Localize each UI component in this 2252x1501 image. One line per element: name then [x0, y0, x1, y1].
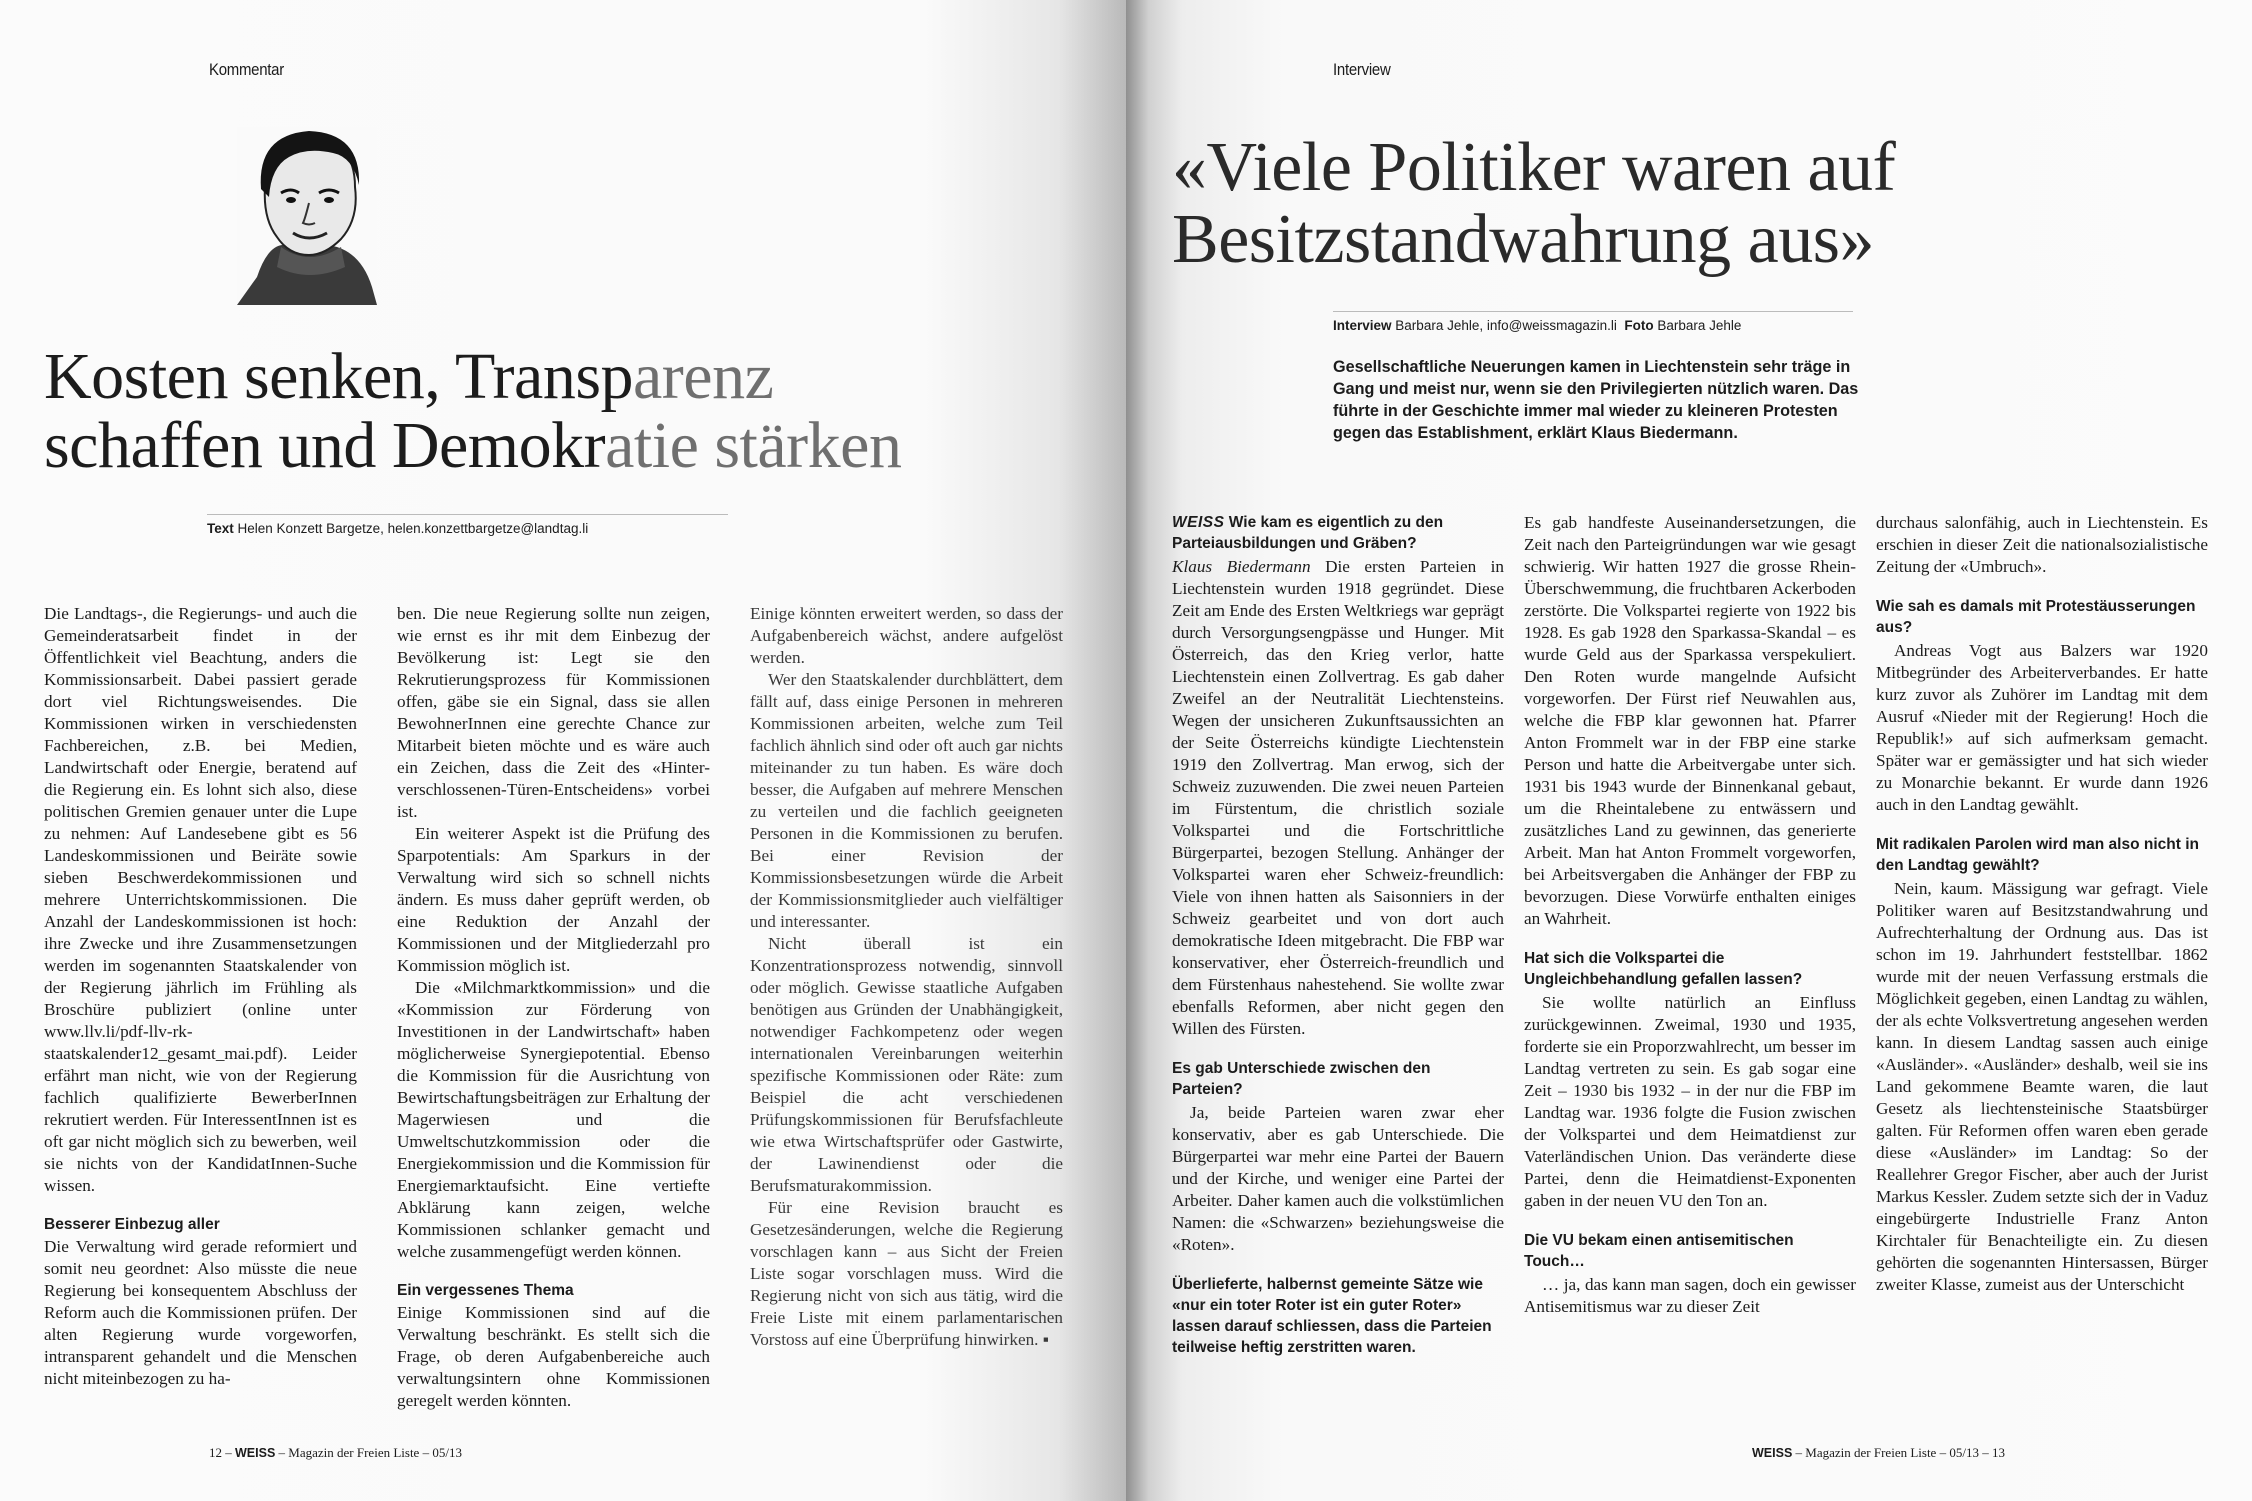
headline-line1-faded: arenz: [633, 340, 774, 413]
paragraph: Wer den Staatskalender durchblättert, dem fällt auf, dass einige Personen in mehreren Kommissionen arbeiten, welche zum Teil fachlich ähnlich sind oder oft auch gar nichts miteinander zu tun haben. Es wäre doch besser, die Aufgaben auf mehrere Menschen zu verteilen und die fachlich geeigneten Personen in die Kommissionen zu berufen. Bei einer Revision der Kommissionsbesetzungen würde die Arbeit der Kommissionsmitglieder auch vielfältiger und interessanter.: [750, 670, 1063, 931]
question: Hat sich die Volkspartei die Ungleichbehandlung gefallen lassen?: [1524, 950, 1803, 988]
question-text: Wie kam es eigentlich zu den Parteiausbildungen und Gräben?: [1172, 514, 1444, 552]
question: Mit radikalen Parolen wird man also nicht in den Landtag gewählt?: [1876, 836, 2199, 874]
answer: … ja, das kann man sagen, doch ein gewisser Antisemitismus war zu dieser Zeit: [1524, 1275, 1856, 1316]
headline-line1: «Viele Politiker waren auf: [1172, 129, 1896, 206]
paragraph: Nicht überall ist ein Konzentrationsprozess notwendig, sinnvoll oder möglich. Gewisse staatliche Aufgaben benötigen aus Gründen der Unabhängigkeit, notwendiger Fachkompetenz oder wegen internationalen Vereinbarungen weiterhin spezifische Kommissionen oder Räte: zum Beispiel die acht verschiedenen Prüfungskommissionen für Berufsfachleute wie etwa Wirtschaftsprüfer oder Gastwirte, der Lawinendienst oder die Berufsmaturakommission.: [750, 934, 1063, 1195]
answer: Die ersten Parteien in Liechtenstein wurden 1918 gegründet. Diese Zeit am Ende des Ersten Weltkriegs war geprägt durch Versorgungsengpässe und Hunger. Mit Österreich, das den Krieg verlor, hatte Liechtenstein einen Zollvertrag. Es gab daher Zweifel an der Neutralität Liechtensteins. Wegen der unsicheren Zukunftsaussichten an der Seite Österreichs kündigte Liechtenstein 1919 den Zollvertrag. Man erwog, sich der Schweiz zuzuwenden. Die zwei neuen Parteien im Fürstentum, die christlich soziale Volkspartei und die Fortschrittliche Bürgerpartei, bezogen Stellung. Anhänger der Volkspartei waren eher Schweiz-freundlich: Viele von ihnen hatten als Saisonniers in der Schweiz gearbeitet und von dort auch demokratische Ideen mitgebracht. Die FBP war konservativer, eher Österreich-freundlich und dem Fürstenhaus nahestehend. Sie wollte zwar ebenfalls Reformen, aber nicht gegen den Willen des Fürsten.: [1172, 557, 1504, 1038]
byline-author: Helen Konzett Bargetze, helen.konzettbargetze@landtag.li: [237, 521, 589, 536]
answer: Andreas Vogt aus Balzers war 1920 Mitbegründer des Arbeiterverbandes. Er hatte kurz zuvor als Zuhörer im Landtag mit dem Ausruf «Nieder mit der Regierung! Hoch die Republik!» auf sich aufmerksam gemacht. Später war er gemässigter und hat sich wieder zu Monarchie bekannt. Er wurde dann 1926 auch in den Landtag gewählt.: [1876, 641, 2208, 814]
weiss-label: WEISS: [1172, 514, 1225, 531]
question: Es gab Unterschiede zwischen den Parteien?: [1172, 1060, 1431, 1098]
folio-right: [1752, 1445, 2005, 1461]
answer: durchaus salonfähig, auch in Liechtenstein. Es erschien in dieser Zeit die nationalsozialistische Zeitung der «Umbruch».: [1876, 513, 2208, 576]
column-2: [397, 603, 710, 1412]
right-page: [1126, 0, 2252, 1501]
page-number: 13: [1991, 1445, 2005, 1460]
paragraph: ben. Die neue Regierung sollte nun zeigen, wie ernst es ihr mit dem Einbezug der Bevölkerung ist: Legt sie den Rekrutierungsprozess für Kommissionen offen, gäbe sie ein Signal, dass sie allen BewohnerInnen eine gerechte Chance zur Mitarbeit bieten möchte und es wäre auch ein Zeichen, dass die Zeit des «Hinter-verschlossenen-Türen-Entscheidens» vorbei ist.: [397, 604, 710, 821]
folio-text: – Magazin der Freien Liste – 05/13: [278, 1445, 462, 1460]
paragraph: Für eine Revision braucht es Gesetzesänderungen, welche die Regierung vorschlagen kann – aus Sicht der Freien Liste sogar vorschlagen muss. Wird die Regierung nicht von sich aus tätig, wird die Freie Liste mit einem parlamentarischen Vorstoss auf eine Überprüfung hinwirken. ▪: [750, 1198, 1063, 1349]
answer: Sie wollte natürlich an Einfluss zurückgewinnen. Zweimal, 1930 und 1935, forderte sie ein Proporzwahlrecht, um besser im Landtag vertreten zu sein. Es gab sogar eine Zeit – 1930 bis 1932 – in der nur die FBP im Landtag war. 1936 folgte die Fusion zwischen der Volkspartei und dem Heimatdienst zur Vaterländischen Union. Das veränderte diese Partei, denn die Heimatdienst-Exponenten gaben in der neuen VU den Ton an.: [1524, 993, 1856, 1210]
byline-label: Text: [207, 521, 234, 536]
question: Überlieferte, halbernst gemeinte Sätze wie «nur ein toter Roter ist ein guter Roter» lassen darauf schliessen, dass die Parteien teilweise heftig zerstritten waren.: [1172, 1276, 1492, 1356]
byline-label: Foto: [1624, 318, 1654, 333]
headline-line2-faded: atie stärken: [605, 409, 902, 483]
subheading-besserer-einbezug: Besserer Einbezug aller: [44, 1216, 220, 1233]
section-label-interview: Interview: [1333, 60, 1391, 79]
page-number: 12 –: [209, 1445, 232, 1460]
magazine-brand: WEISS: [235, 1446, 276, 1460]
headline-left: [44, 342, 901, 481]
column-1: [1172, 512, 1504, 1360]
interviewee-name: Klaus Biedermann: [1172, 557, 1311, 576]
paragraph: Die Verwaltung wird gerade reformiert und somit neu geordnet: Also müsste die neue Regierung bei konsequentem Abschluss der Reform auch die Kommissionen prüfen. Der alten Regierung wurde vorgeworfen, intransparent gehandelt und die Menschen nicht miteinbezogen zu ha-: [44, 1237, 357, 1388]
folio-text: – Magazin der Freien Liste – 05/13 –: [1795, 1445, 1989, 1460]
lead-paragraph: Gesellschaftliche Neuerungen kamen in Liechtenstein sehr träge in Gang und meist nur, wenn sie den Privilegierten nützlich waren. Das führte in der Geschichte immer mal wieder zu kleineren Protesten gegen das Establishment, erklärt Klaus Biedermann.: [1333, 358, 1859, 442]
folio-left: [209, 1445, 462, 1461]
answer: Es gab handfeste Auseinandersetzungen, die Zeit nach den Parteigründungen war wie gesagt schwierig. Wir hatten 1927 die grosse Rhein-Überschwemmung, die fruchtbaren Ackerboden zerstörte. Die Volkspartei regierte von 1922 bis 1928. Es gab 1928 den Sparkassa-Skandal – es wurde Geld aus der Sparkassa verspekuliert. Den Roten wurde mangelnde Aufsicht vorgeworfen. Der Fürst rief Neuwahlen aus, welche die FBP klar gewonnen hat. Pfarrer Anton Frommelt war in der FBP eine starke Person und hatte die Arbeitvergabe unter sich. 1931 bis 1943 wurde der Binnenkanal gebaut, um die Rheintalebene zu entwässern und zusätzliches Land zu gewinnen, das generierte Arbeit. Man hat Anton Frommelt vorgeworfen, bei Arbeitsvergaben die Anhänger der FBP zu bevorzugen. Diese Vorwürfe enthalten einiges an Wahrheit.: [1524, 513, 1856, 928]
paragraph: Einige könnten erweitert werden, so dass der Aufgabenbereich wächst, andere aufgelöst werden.: [750, 604, 1063, 667]
author-portrait: [237, 127, 377, 305]
byline-interviewer: Barbara Jehle, info@weissmagazin.li: [1395, 318, 1617, 333]
column-1: [44, 603, 357, 1390]
column-3: [750, 603, 1063, 1351]
answer: Ja, beide Parteien waren zwar eher konservativ, aber es gab Unterschiede. Die Bürgerpartei war mehr eine Partei der Bauern und der Kirche, und weniger eine Partei der Arbeiter. Daher kamen auch die volkstümlichen Namen: die «Schwarzen» beziehungsweise die «Roten».: [1172, 1103, 1504, 1254]
byline-photographer: Barbara Jehle: [1657, 318, 1742, 333]
byline-right: [1333, 311, 1853, 333]
column-3: [1876, 512, 2208, 1296]
subheading-vergessenes-thema: Ein vergessenes Thema: [397, 1282, 574, 1299]
question: Die VU bekam einen antisemitischen Touch…: [1524, 1232, 1794, 1270]
magazine-brand: WEISS: [1752, 1446, 1793, 1460]
paragraph: Die «Milchmarktkommission» und die «Kommission zur Förderung von Investitionen in der Landwirtschaft» haben möglicherweise Synergiepotential. Ebenso die Kommission für die Ausrichtung von Bewirtschaftungsbeiträgen zur Erhaltung der Magerwiesen und die Umweltschutzkommission oder die Energiekommission und die Kommission für Energiemarktaufsicht. Eine vertiefte Abklärung kann zeigen, welche Kommissionen schlanker gemacht und welche zusammengefügt werden können.: [397, 978, 710, 1261]
paragraph: Ein weiterer Aspekt ist die Prüfung des Sparpotentials: Am Sparkurs in der Verwaltung wird sich so schnell nichts ändern. Es muss daher geprüft werden, ob eine Reduktion der Anzahl der Kommissionen und der Mitgliederzahl pro Kommission möglich ist.: [397, 824, 710, 975]
headline-right: [1172, 129, 1896, 278]
byline-label: Interview: [1333, 318, 1392, 333]
paragraph: Die Landtags-, die Regierungs- und auch die Gemeinderatsarbeit findet in der Öffentlichkeit viel Beachtung, anders die Kommissionsarbeit. Dabei passiert gerade dort viel Richtungsweisendes. Die Kommissionen wirken in verschiedensten Fachbereichen, z.B. bei Medien, Landwirtschaft oder Energie, beratend auf die Regierung ein. Es lohnt sich also, diese politischen Gremien genauer unter die Lupe zu nehmen: Auf Landesebene gibt es 56 Landeskommissionen und Beiräte sowie sieben Beschwerdekommissionen und mehrere Unterrichtskommissionen. Die Anzahl der Landeskommissionen ist hoch: ihre Zwecke und ihre Zusammensetzungen werden im sogenannten Staatskalender von der Regierung jährlich im Frühling als Broschüre publiziert (online unter www.llv.li/pdf-llv-rk-staatskalender12_gesamt_mai.pdf). Leider erfährt man nicht, wie von der Regierung fachlich qualifizierte BewerberInnen rekrutiert werden. Für InteressentInnen ist es oft gar nicht möglich sich zu bewerben, weil sie nichts von der KandidatInnen-Suche wissen.: [44, 604, 357, 1195]
byline-left: [207, 514, 728, 536]
section-label-kommentar: Kommentar: [209, 60, 284, 79]
answer: Nein, kaum. Mässigung war gefragt. Viele Politiker waren auf Besitzstandwahrung und Aufrechterhaltung der Ordnung aus. Das ist schon im 19. Jahrhundert feststellbar. 1862 wurde mit der neuen Verfassung erstmals die Möglichkeit gegeben, einen Landtag zu wählen, der als echte Volksvertretung angesehen werden kann. In diesem Landtag sassen auch einige «Ausländer». «Ausländer» deshalb, weil sie ins Land gekommene Beamte waren, die laut Gesetz als liechtensteinische Staatsbürger galten. Für Reformen offen waren eben gerade diese «Ausländer» im Landtag: So der Reallehrer Gregor Fischer, aber auch der Jurist Markus Kessler. Zudem setzte sich der in Vaduz eingebürgerte Industrielle Franz Anton Kirchtaler für Benachteiligte ein. Zu diesen gehörten die sogenannten Hintersassen, Bürger zweiter Klasse, zumeist aus der Unterschicht: [1876, 879, 2208, 1294]
paragraph: Einige Kommissionen sind auf die Verwaltung beschränkt. Es stellt sich die Frage, ob deren Aufgabenbereiche auch verwaltungsintern ohne Kommissionen geregelt werden könnten.: [397, 1303, 710, 1410]
question: Wie sah es damals mit Protestäusserungen aus?: [1876, 598, 2196, 636]
headline-line2: schaffen und Demokr: [44, 409, 606, 483]
headline-line2: Besitzstandwahrung aus»: [1172, 201, 1874, 278]
headline-line1: Kosten senken, Transp: [44, 340, 634, 413]
question: [1172, 512, 1504, 554]
column-2: [1524, 512, 1856, 1318]
